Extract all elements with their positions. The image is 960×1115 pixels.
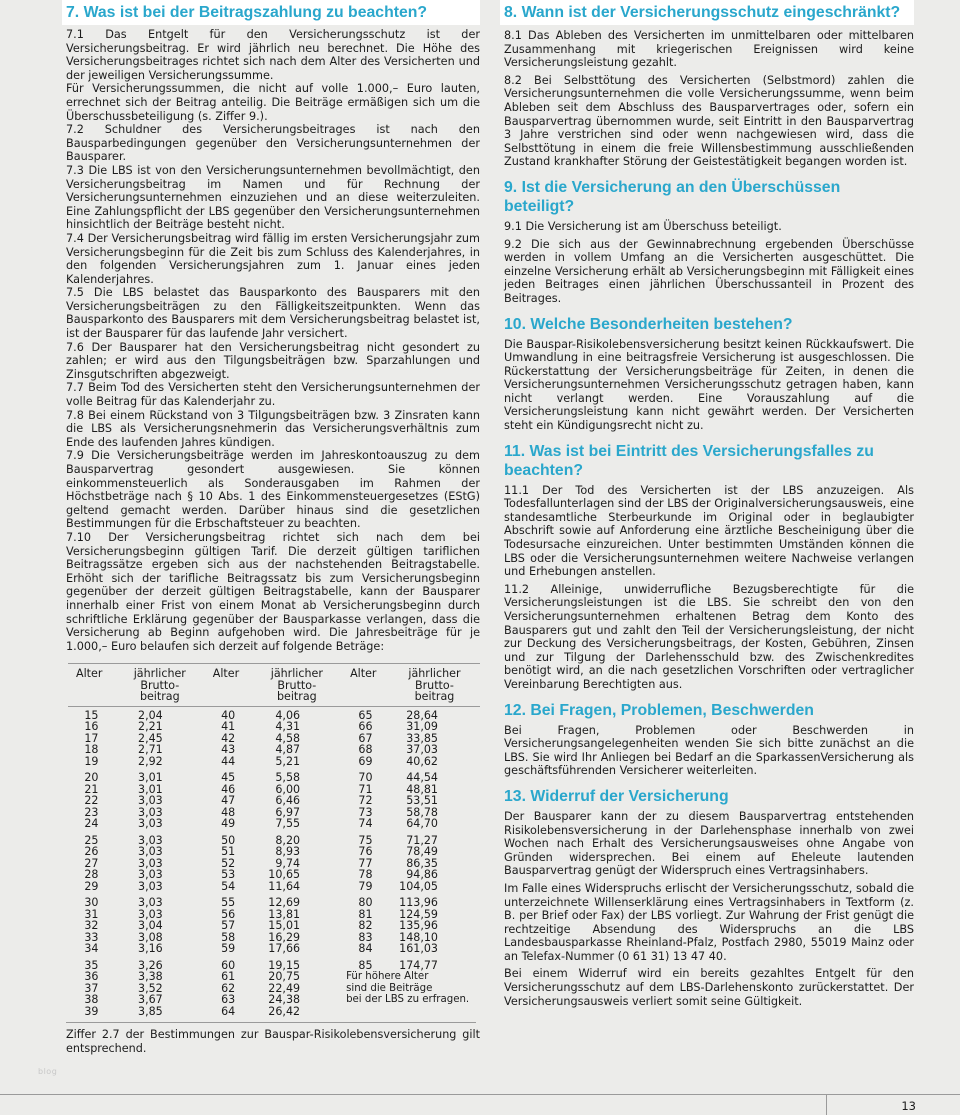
- table-cell-premium: 37,03: [406, 743, 438, 757]
- table-cell-age: 83: [358, 930, 373, 944]
- paragraph: 7.7 Beim Tod des Versicherten steht den Versicherungsunternehmen der volle Beitrag für das Kalenderjahr zu.: [66, 381, 480, 409]
- table-cell-age: 61: [221, 970, 236, 984]
- table-cell-premium: 4,06: [275, 708, 301, 722]
- table-cell-premium: 4,87: [275, 743, 301, 757]
- table-cell-premium: 2,71: [138, 743, 163, 757]
- section-heading: 10. Welche Besonderheiten bestehen?: [504, 315, 793, 333]
- table-cell-age: 53: [221, 868, 236, 882]
- paragraph: 7.2 Schuldner des Versicherungsbeitrages ist nach den Bausparbedingungen gegenüber den Versicherungsunternehmen der Bausparer.: [66, 123, 480, 164]
- table-cell-premium: 113,96: [399, 896, 438, 910]
- page-number: 13: [901, 1099, 916, 1113]
- section-7-heading: 7. Was ist bei der Beitragszahlung zu beachten?: [62, 0, 480, 25]
- table-cell-age: 18: [84, 743, 99, 757]
- table-cell-age: 70: [358, 771, 373, 785]
- table-bottom-rule: [66, 1022, 476, 1023]
- table-cell-premium: 3,03: [138, 879, 163, 893]
- table-cell-age: 19: [84, 754, 99, 768]
- table-cell-premium: 2,45: [138, 731, 163, 745]
- table-cell-age: 15: [84, 708, 99, 722]
- table-cell-premium: 2,92: [138, 754, 163, 768]
- table-cell-age: 75: [358, 833, 373, 847]
- footer-divider: [826, 1094, 827, 1115]
- paragraph: 7.9 Die Versicherungsbeiträge werden im Jahreskontoauszug zu dem Bausparvertrag gesondert ausgewiesen. Sie können einkommensteuerlich als Sonderausgaben im Rahmen der Höchstbeträge nach § 10 Abs. 1 des Einkommensteuergesetzes (EStG) geltend gemacht werden. Darüber hinaus sind die gesetzlichen Bestimmungen für die Erbschaftsteuer zu beachten.: [66, 449, 480, 531]
- table-cell-age: 37: [84, 981, 99, 995]
- table-cell-age: 58: [221, 930, 236, 944]
- age-header-2: Alter: [205, 664, 252, 707]
- table-cell-age: 57: [221, 919, 236, 933]
- table-cell-age: 66: [358, 720, 373, 734]
- table-cell-premium: 3,01: [138, 782, 163, 796]
- table-cell-premium: 44,54: [406, 771, 438, 785]
- table-cell-premium: 3,03: [138, 868, 163, 882]
- table-cell-age: 71: [358, 782, 373, 796]
- table-cell-premium: 94,86: [406, 868, 438, 882]
- table-cell-age: 76: [358, 845, 373, 859]
- paragraph: 7.4 Der Versicherungsbeitrag wird fällig im ersten Versicherungsjahr zum Versicherungsbeginn für die Zeit bis zum Schluss des Kalenderjahres, in den folgenden Versicherungsjahren zum 1. Januar eines jeden Kalenderjahres.: [66, 231, 480, 286]
- table-cell-age: 52: [221, 856, 236, 870]
- table-cell-premium: 3,03: [138, 794, 163, 808]
- value-header-3: jährlicher Brutto- beitrag: [389, 664, 480, 707]
- table-cell-premium: 3,03: [138, 805, 163, 819]
- table-cell-age: 51: [221, 845, 236, 859]
- table-cell-premium: 20,75: [268, 970, 301, 984]
- paragraph: 7.1 Das Entgelt für den Versicherungsschutz ist der Versicherungsbeitrag. Er wird jährlich neu berechnet. Die Höhe des Versicherungsbeitrages richtet sich nach dem Alter des Versicherten und der jeweiligen Versicherungssumme.: [66, 28, 480, 82]
- table-row: [68, 955, 480, 972]
- table-cell-age: 45: [221, 771, 236, 785]
- table-cell-premium: 2,04: [138, 708, 163, 722]
- table-cell-age: 49: [221, 817, 236, 831]
- table-cell-premium: 78,49: [406, 845, 438, 859]
- table-cell-age: 35: [84, 958, 99, 972]
- table-note-line: sind die Beiträge: [346, 982, 433, 994]
- table-note-line: [342, 1006, 480, 1018]
- table-cell-premium: 3,03: [138, 856, 163, 870]
- table-cell-premium: 16,29: [268, 930, 301, 944]
- table-cell-premium: 104,05: [399, 879, 438, 893]
- value-header-2: jährlicher Brutto- beitrag: [252, 664, 342, 707]
- table-cell-age: 62: [221, 981, 236, 995]
- table-cell-age: 48: [221, 805, 236, 819]
- table-cell-premium: 3,03: [138, 896, 163, 910]
- table-cell-age: 68: [358, 743, 373, 757]
- table-cell-age: 29: [84, 879, 99, 893]
- table-row: [68, 830, 480, 847]
- table-cell-age: 82: [358, 919, 373, 933]
- paragraph: 11.1 Der Tod des Versicherten ist der LBS anzuzeigen. Als Todesfallunterlagen sind der LBS der Originalversicherungsausweis, eine standesamtliche Sterbeurkunde im Original oder in beglaubigter Abschrift sowie auf Anforderung eine ärztliche Bescheinigung über die Todesursache einzureichen. Unter bestimmten Umständen können die LBS oder die Versicherungsunternehmen weitere Nachweise verlangen und Erhebungen anstellen.: [504, 483, 914, 579]
- table-cell-premium: 3,03: [138, 907, 163, 921]
- table-cell-age: 20: [84, 771, 99, 785]
- table-cell-age: 25: [84, 833, 99, 847]
- table-cell-premium: 5,58: [275, 771, 301, 785]
- paragraph: Für Versicherungssummen, die nicht auf volle 1.000,– Euro lauten, errechnet sich der Beitrag anteilig. Die Beiträge ermäßigen sich um die Überschussbeteiligung (s. Ziffer 9.).: [66, 82, 480, 123]
- table-cell-age: 34: [84, 942, 99, 956]
- table-cell-age: 33: [84, 930, 99, 944]
- table-row: [68, 706, 480, 721]
- section-heading: 13. Widerruf der Versicherung: [504, 787, 729, 805]
- paragraph: 7.8 Bei einem Rückstand von 3 Tilgungsbeiträgen bzw. 3 Zinsraten kann die LBS als Versicherungsnehmerin das Versicherungsverhältnis zum Ende des laufenden Jahres kündigen.: [66, 408, 480, 449]
- table-cell-age: 85: [358, 958, 373, 972]
- table-cell-premium: 64,70: [406, 817, 438, 831]
- table-cell-premium: 6,97: [275, 805, 301, 819]
- table-cell-premium: 3,16: [138, 942, 163, 956]
- table-cell-premium: 7,55: [275, 817, 301, 831]
- age-header-3: Alter: [342, 664, 389, 707]
- table-cell-age: 38: [84, 993, 99, 1007]
- premium-table-header: [68, 664, 480, 707]
- table-cell-age: 31: [84, 907, 99, 921]
- table-row: [68, 943, 480, 955]
- paragraph: Die Bauspar-Risikolebensversicherung besitzt keinen Rückkaufswert. Die Umwandlung in eine beitragsfreie Versicherung ist ausgeschlossen. Die Rückerstattung der Versicherungsbeiträge für Zeiten, in denen die Versicherungsunternehmen Versicherungsschutz getragen haben, kann nicht verlangt werden. Eine Vorauszahlung auf die Versicherungsleistung kann nicht gewährt werden. Der Versicherten steht ein Kündigungsrecht nicht zu.: [504, 337, 914, 433]
- watermark: blog: [38, 1067, 58, 1076]
- table-cell-age: 22: [84, 794, 99, 808]
- table-cell-age: 78: [358, 868, 373, 882]
- table-cell-age: 50: [221, 833, 236, 847]
- paragraph: 8.2 Bei Selbsttötung des Versicherten (Selbstmord) zahlen die Versicherungsunternehmen die volle Versicherungssumme, wenn beim Ableben seit dem Abschluss des Bausparvertrages oder, sofern ein Bausparvertrag übernommen wurde, seit Eintritt in den Bausparvertrag 3 Jahre verstrichen sind oder wenn nachgewiesen wird, dass die Selbsttötung in einem die freie Willensbestimmung ausschließenden Zustand krankhafter Störung der Geistestätigkeit begangen worden ist.: [504, 73, 914, 169]
- table-cell-premium: 3,03: [138, 833, 163, 847]
- paragraph: Bei Fragen, Problemen oder Beschwerden in Versicherungsangelegenheiten wenden Sie sich bitte zunächst an die LBS. Sie wird Ihr Anliegen bei Bedarf an die SparkassenVersicherung als geschäftsführenden Versicherer weiterleiten.: [504, 723, 914, 778]
- table-cell-premium: 8,93: [275, 845, 301, 859]
- table-cell-premium: 161,03: [399, 942, 438, 956]
- table-cell-premium: 4,31: [275, 720, 301, 734]
- table-cell-premium: 3,01: [138, 771, 163, 785]
- table-cell-premium: 53,51: [406, 794, 438, 808]
- paragraph: 7.3 Die LBS ist von den Versicherungsunternehmen bevollmächtigt, den Versicherungsbeitrag im Namen und für Rechnung der Versicherungsunternehmen einzuziehen und an diese weiterzuleiten. Eine Zahlungspflicht der LBS gegenüber den Versicherungsunternehmen hinsichtlich der Beiträge besteht nicht.: [66, 163, 480, 232]
- table-cell-premium: 58,78: [406, 805, 438, 819]
- table-cell-premium: 31,09: [406, 720, 438, 734]
- table-cell-premium: 8,20: [275, 833, 301, 847]
- table-cell-age: 77: [358, 856, 373, 870]
- table-cell-premium: 135,96: [399, 919, 438, 933]
- table-cell-premium: 3,52: [138, 981, 163, 995]
- table-cell-premium: 19,15: [268, 958, 301, 972]
- table-cell-age: 69: [358, 754, 373, 768]
- premium-table: [68, 663, 480, 1017]
- paragraph: 9.2 Die sich aus der Gewinnabrechnung ergebenden Überschüsse werden in vollem Umfang an die Versicherten ausgeschüttet. Die einzelne Versicherung erhält ab Versicherungsbeginn mit Fälligkeit eines jeden Beitrages einen jährlichen Überschussanteil in Prozent des Beitrages.: [504, 237, 914, 305]
- table-cell-age: 17: [84, 731, 99, 745]
- table-cell-age: 30: [84, 896, 99, 910]
- table-cell-age: 73: [358, 805, 373, 819]
- table-cell-premium: 13,81: [268, 907, 301, 921]
- table-cell-premium: 40,62: [406, 754, 438, 768]
- table-cell-age: 67: [358, 731, 373, 745]
- table-cell-age: 59: [221, 942, 236, 956]
- paragraph: 8.1 Das Ableben des Versicherten im unmittelbaren oder mittelbaren Zusammenhang mit kriegerischen Ereignissen wird keine Versicherungsleistung gezahlt.: [504, 29, 914, 70]
- section-heading: 8. Wann ist der Versicherungsschutz eingeschränkt?: [500, 0, 914, 25]
- table-cell-premium: 33,85: [406, 731, 438, 745]
- table-cell-premium: 148,10: [399, 930, 438, 944]
- table-cell-age: 74: [358, 817, 373, 831]
- paragraph: 7.10 Der Versicherungsbeitrag richtet sich nach dem bei Versicherungsbeginn gültigen Tarif. Die derzeit gültigen tariflichen Beitragssätze ergeben sich aus der nachstehenden Beitragstabelle. Erhöht sich der tarifliche Beitragssatz bis zum Versicherungsbeginn gegenüber der derzeit gültigen Beitragstabelle, kann der Bausparer innerhalb einer Frist von einem Monat ab Versicherungsbeginn durch schriftliche Erklärung gegenüber der Bausparkasse verlangen, dass die Versicherung ab Beginn aufgehoben wird. Die Jahresbeiträge für je 1.000,– Euro belaufen sich derzeit auf folgende Beträge:: [66, 530, 480, 653]
- table-cell-age: 80: [358, 896, 373, 910]
- table-cell-age: 39: [84, 1004, 99, 1018]
- table-cell-age: 43: [221, 743, 236, 757]
- premium-table-body: [68, 706, 480, 1017]
- value-header-1: jährlicher Brutto- beitrag: [115, 664, 205, 707]
- table-cell-age: 84: [358, 942, 373, 956]
- table-cell-age: 54: [221, 879, 236, 893]
- table-row: [68, 892, 480, 909]
- table-cell-age: 55: [221, 896, 236, 910]
- table-cell-premium: 5,21: [275, 754, 301, 768]
- paragraph: 7.6 Der Bausparer hat den Versicherungsbeitrag nicht gesondert zu zahlen; er wird aus den Tilgungsbeiträgen bzw. Sparzahlungen und Zinsgutschriften abgezweigt.: [66, 340, 480, 381]
- table-cell-premium: 24,38: [268, 993, 301, 1007]
- table-cell-age: 24: [84, 817, 99, 831]
- table-cell-age: 40: [221, 708, 236, 722]
- table-cell-age: 72: [358, 794, 373, 808]
- table-cell-premium: 86,35: [406, 856, 438, 870]
- table-note-line: Für höhere Alter: [346, 971, 429, 983]
- table-cell-premium: 17,66: [268, 942, 301, 956]
- paragraph: 11.2 Alleinige, unwiderrufliche Bezugsberechtigte für die Versicherungsleistungen ist die LBS. Sie schreibt den von den Versicherungsunternehmen erhaltenen Betrag dem Konto des Bausparers gut und zahlt den Teil der Versicherungsleistung, der nicht zur Deckung des Versicherungsbeitrags, der Kosten, Gebühren, Zinsen und zur Tilgung der Darlehensschuld bzw. des Zwischenkredites benötigt wird, an die nach gesetzlichen Vorschriften oder vertraglicher Vereinbarung Berechtigten aus.: [504, 582, 914, 691]
- table-cell-age: 41: [221, 720, 236, 734]
- section-heading: 11. Was ist bei Eintritt des Versicherungsfalles zu beachten?: [504, 442, 874, 479]
- section-7-body: [66, 28, 480, 653]
- table-cell-premium: 10,65: [268, 868, 301, 882]
- table-cell-premium: 12,69: [268, 896, 301, 910]
- table-row: [68, 756, 480, 768]
- table-cell-age: 44: [221, 754, 236, 768]
- table-cell-premium: 3,08: [138, 930, 163, 944]
- table-cell-premium: 3,26: [138, 958, 163, 972]
- table-cell-premium: 3,03: [138, 817, 163, 831]
- table-cell-age: 60: [221, 958, 236, 972]
- table-cell-age: 26: [84, 845, 99, 859]
- table-cell-age: 56: [221, 907, 236, 921]
- table-cell-age: 81: [358, 907, 373, 921]
- table-row: [68, 881, 480, 893]
- table-cell-premium: 3,67: [138, 993, 163, 1007]
- footer-rule: [0, 1094, 960, 1095]
- table-cell-premium: 3,03: [138, 845, 163, 859]
- paragraph: 9.1 Die Versicherung ist am Überschuss beteiligt.: [504, 219, 782, 233]
- table-cell-age: 79: [358, 879, 373, 893]
- table-cell-premium: 9,74: [275, 856, 301, 870]
- table-cell-age: 27: [84, 856, 99, 870]
- table-cell-age: 42: [221, 731, 236, 745]
- table-cell-premium: 11,64: [268, 879, 301, 893]
- table-cell-age: 28: [84, 868, 99, 882]
- table-cell-premium: 22,49: [268, 981, 301, 995]
- table-cell-premium: 124,59: [399, 907, 438, 921]
- table-cell-premium: 71,27: [406, 833, 438, 847]
- paragraph: Bei einem Widerruf wird ein bereits gezahltes Entgelt für den Versicherungsschutz auf dem LBS-Darlehenskonto zurückerstattet. Der Versicherungsausweis verliert somit seine Gültigkeit.: [504, 967, 914, 1008]
- table-cell-premium: 28,64: [406, 708, 438, 722]
- table-cell-premium: 2,21: [138, 720, 163, 734]
- paragraph: 7.5 Die LBS belastet das Bausparkonto des Bausparers mit den Versicherungsbeiträgen zu den Fälligkeitszeitpunkten. Wenn das Bausparkonto des Bausparers mit dem Versicherungsbeitrag belastet ist, ist der Bausparer für das laufende Jahr versichert.: [66, 286, 480, 341]
- table-cell-premium: 174,77: [399, 958, 438, 972]
- table-cell-premium: 3,38: [138, 970, 163, 984]
- table-cell-premium: 6,00: [275, 782, 301, 796]
- table-cell-premium: 3,85: [138, 1004, 163, 1018]
- table-cell-premium: 26,42: [268, 1004, 301, 1018]
- table-cell-age: 64: [221, 1004, 236, 1018]
- paragraph: Im Falle eines Widerspruchs erlischt der Versicherungsschutz, sobald die unterzeichnete Willenserklärung eines Vertragsinhabers in Textform (z. B. per Brief oder Fax) der LBS vorliegt. Zur Wahrung der Frist genügt die rechtzeitige Absendung des Widerspruchs an die LBS Landesbausparkasse Rheinland-Pfalz, Postfach 2980, 55019 Mainz oder an Telefax-Nummer (0 61 31) 13 47 40.: [504, 881, 914, 963]
- table-cell-age: 32: [84, 919, 99, 933]
- table-cell-premium: 48,81: [406, 782, 438, 796]
- table-cell-premium: 6,46: [275, 794, 301, 808]
- table-cell-age: 23: [84, 805, 99, 819]
- table-cell-premium: 3,04: [138, 919, 163, 933]
- section-heading: 9. Ist die Versicherung an den Überschüssen beteiligt?: [504, 178, 841, 215]
- footnote: Ziffer 2.7 der Bestimmungen zur Bauspar-Risikolebensversicherung gilt entsprechend.: [66, 1028, 480, 1055]
- table-cell-age: 47: [221, 794, 236, 808]
- table-cell-age: 65: [358, 708, 373, 722]
- table-cell-age: 63: [221, 993, 236, 1007]
- table-cell-premium: 15,01: [268, 919, 301, 933]
- table-note-line: bei der LBS zu erfragen.: [346, 994, 470, 1006]
- age-header-1: Alter: [68, 664, 115, 707]
- table-cell-premium: 4,58: [275, 731, 301, 745]
- table-cell-age: 46: [221, 782, 236, 796]
- table-cell-age: 16: [84, 720, 99, 734]
- section-heading: 12. Bei Fragen, Problemen, Beschwerden: [504, 701, 814, 719]
- paragraph: Der Bausparer kann der zu diesem Bausparvertrag entstehenden Risikolebensversicherung in der Darlehensphase innerhalb von zwei Wochen nach Erhalt des Versicherungsausweises ohne Angabe von Gründen widersprechen. Bei einem auf Eheleute lautenden Bausparvertrag genügt der Widerspruch eines Vertragsinhabers.: [504, 809, 914, 878]
- page-footer: [0, 1094, 960, 1115]
- table-row: [68, 818, 480, 830]
- table-cell-age: 21: [84, 782, 99, 796]
- table-row: [68, 1006, 480, 1018]
- right-column: [504, 0, 914, 1012]
- table-row: [68, 767, 480, 784]
- left-column: [66, 0, 480, 1055]
- table-cell-age: 36: [84, 970, 99, 984]
